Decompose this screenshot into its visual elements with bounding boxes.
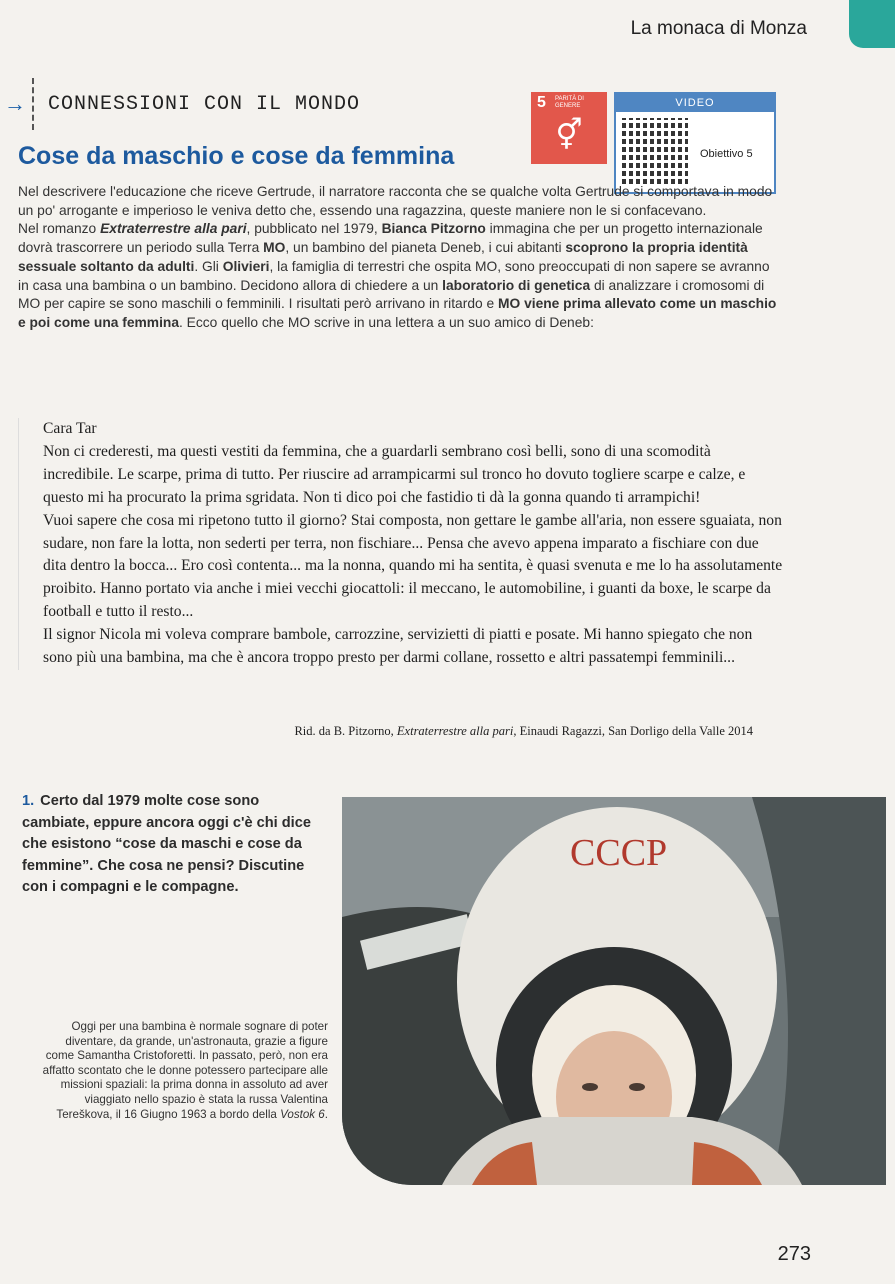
letter-excerpt: [18, 418, 783, 670]
letter-paragraph-2: Vuoi sapere che cosa mi ripetono tutto il giorno? Stai composta, non gettare le gambe all'aria, non essere sguaiata, non sudare, non fare la lotta, non sederti per terra, non fischiare... Pensa che avevo appena imparato a fischiare con due dita dentro la bocca... Ero così contenta... ma la nonna, quando mi ha sentita, è quasi svenuta e me lo ha assolutamente proibito. Hanno portato via anche i miei vecchi giocattoli: il meccano, le automobiline, i guanti da boxe, le scarpe da football e tutto il resto...: [43, 511, 783, 621]
author-name: Bianca Pitzorno: [381, 221, 486, 237]
helmet-lettering: CCCP: [570, 832, 668, 874]
letter-greeting: Cara Tar: [43, 420, 97, 437]
discussion-question: [22, 791, 312, 899]
sdg-label: PARITÀ DI GENERE: [555, 96, 584, 109]
dashed-bracket: [32, 78, 34, 130]
section-label: [4, 78, 360, 130]
page-number: 273: [777, 1243, 811, 1265]
running-header: La monaca di Monza: [630, 18, 807, 39]
intro-text: [18, 183, 778, 333]
sdg-goal-badge: [531, 92, 607, 164]
section-label-text: CONNESSIONI CON IL MONDO: [48, 92, 361, 116]
gender-equality-icon: ⚥: [555, 119, 583, 152]
question-number: 1.: [22, 793, 35, 809]
letter-paragraph-1: Non ci crederesti, ma questi vestiti da femmina, che a guardarli sembrano così belli, sono di una scomodità incredibile. Le scarpe, prima di tutto. Per riuscire ad arrampicarmi sul tronco ho dovuto togliere scarpe e calze, e questo mi ha procurato la prima sgridata. Non ti dico poi che fastidio ti dà la gonna quando ti arrampichi!: [43, 442, 746, 506]
video-objective: Obiettivo 5: [700, 148, 753, 160]
astronaut-illustration: [342, 797, 886, 1185]
sdg-number: 5: [537, 94, 546, 111]
question-text: Certo dal 1979 molte cose sono cambiate, eppure ancora oggi c'è chi dice che esistono “cose da maschi e cose da femmine”. Che cosa ne pensi? Discutine con i compagni e le compagne.: [22, 793, 311, 896]
citation: Rid. da B. Pitzorno, Extraterrestre alla pari, Einaudi Ragazzi, San Dorligo della Valle 2014: [294, 724, 753, 738]
arrow-icon: →: [4, 91, 26, 116]
chapter-tab: [849, 0, 895, 48]
novel-title: Extraterrestre alla pari: [100, 221, 247, 237]
video-box[interactable]: [614, 92, 776, 194]
page-title: Cose da maschio e cose da femmina: [18, 142, 455, 170]
photo-caption: Oggi per una bambina è normale sognare di poter diventare, da grande, un'astronauta, grazie a figure come Samantha Cristoforetti. In passato, però, non era affatto scontato che le donne potessero partecipare alle missioni spaziali: la prima donna in assoluto ad aver viaggiato nello spazio è stata la russa Valentina Tereškova, il 16 Giugno 1963 a bordo della Vostok 6.: [42, 1020, 328, 1121]
astronaut-photo: [342, 797, 886, 1185]
letter-paragraph-3: Il signor Nicola mi voleva comprare bambole, carrozzine, servizietti di piatti e posate. Mi hanno spiegato che non sono più una bambina, ma che è ancora troppo presto per darmi collane, rossetto e altri passatempi femminili...: [43, 626, 753, 667]
intro-paragraph-2: Nel romanzo Extraterrestre alla pari, pubblicato nel 1979, Bianca Pitzorno immagina che per un progetto internazionale dovrà trascorrere un periodo sulla Terra MO, un bambino del pianeta Deneb, i cui abitanti scoprono la propria identità sessuale soltanto da adulti. Gli Olivieri, la famiglia di terrestri che ospita MO, sono preoccupati di non sapere se avranno in casa una bambina o un bambino. Decidono allora di chiedere a un laboratorio di genetica di analizzare i cromosomi di MO per capire se sono maschili o femminili. I risultati però arrivano in ritardo e MO viene prima allevato come un maschio e poi come una femmina. Ecco quello che MO scrive in una lettera a un suo amico di Deneb:: [18, 221, 777, 330]
intro-paragraph-1: Nel descrivere l'educazione che riceve Gertrude, il narratore racconta che se qualche volta Gertrude si comportava in modo un po' arrogante e imperioso le veniva detto che, essendo una ragazzina, queste maniere non le si confacevano.: [18, 184, 773, 218]
video-header: VIDEO: [616, 94, 774, 112]
qr-code-icon[interactable]: [622, 118, 688, 184]
